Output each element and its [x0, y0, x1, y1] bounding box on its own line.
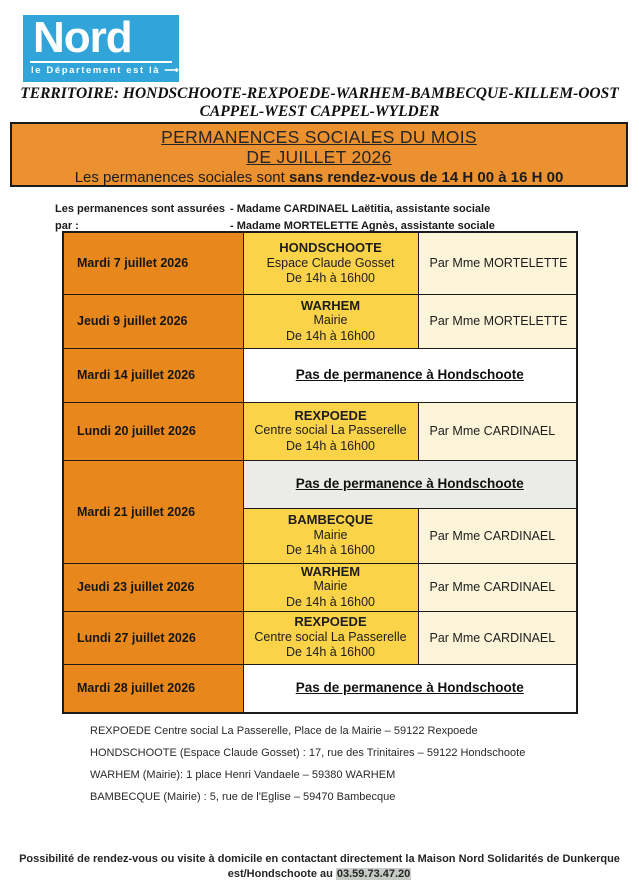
worker-cell: Par Mme CARDINAEL: [418, 563, 577, 611]
location-cell: [243, 611, 418, 664]
table-row: [63, 460, 577, 508]
location-place: REXPOEDE: [294, 407, 367, 423]
banner-title-line2: DE JUILLET 2026: [246, 147, 392, 167]
worker-cell: Par Mme MORTELETTE: [418, 294, 577, 348]
no-permanence-cell: [243, 460, 577, 508]
location-cell: [243, 563, 418, 611]
location-venue: Mairie: [313, 313, 348, 328]
banner-title-line1: PERMANENCES SOCIALES DU MOIS: [161, 127, 477, 147]
table-row: [63, 664, 577, 713]
location-place: WARHEM: [300, 297, 361, 313]
nord-logo: [23, 15, 179, 82]
banner-subtitle-regular: Les permanences sociales sont: [74, 169, 289, 186]
worker-cell: Par Mme CARDINAEL: [418, 611, 577, 664]
table-row: [63, 402, 577, 460]
staff-intro: Les permanences sont assurées par :: [55, 203, 225, 232]
worker-cell: Par Mme CARDINAEL: [418, 508, 577, 563]
table-row: [63, 348, 577, 402]
location-time: De 14h à 16h00: [286, 271, 375, 285]
location-venue: Mairie: [313, 579, 348, 594]
worker-cell: Par Mme MORTELETTE: [418, 232, 577, 294]
contact-note: [0, 852, 639, 881]
no-permanence-cell: [243, 348, 577, 402]
address-rexpoede: REXPOEDE Centre social La Passerelle, Place de la Mairie – 59122 Rexpoede: [90, 725, 478, 737]
location-time: De 14h à 16h00: [286, 543, 375, 558]
address-warhem: WARHEM (Mairie): 1 place Henri Vandaele – 59380 WARHEM: [90, 769, 396, 781]
address-bambecque: BAMBECQUE (Mairie) : 5, rue de l'Eglise – 59470 Bambecque: [90, 791, 396, 803]
no-permanence-text: Pas de permanence à Hondschoote: [295, 476, 524, 491]
title-banner: [10, 122, 628, 187]
contact-note-line1: Possibilité de rendez-vous ou visite à domicile en contactant directement la Maison Nord Solidarités de Dunkerque: [19, 853, 620, 865]
location-venue: Centre social La Passerelle: [254, 423, 407, 438]
worker-cell: Par Mme CARDINAEL: [418, 402, 577, 460]
table-row: [63, 611, 577, 664]
location-cell: [243, 508, 418, 563]
right-arrow-icon: ⟶: [164, 65, 179, 76]
staff-section: [55, 201, 495, 235]
location-time: De 14h à 16h00: [286, 438, 375, 453]
date-cell: Mardi 7 juillet 2026: [63, 232, 243, 294]
contact-note-prefix: est/Hondschoote au: [227, 867, 336, 880]
table-row: [63, 563, 577, 611]
schedule-table: [62, 231, 578, 714]
no-permanence-cell: [243, 664, 577, 713]
no-permanence-text: Pas de permanence à Hondschoote: [295, 680, 524, 696]
logo-tagline-text: le Département est là: [31, 65, 161, 76]
table-row: [63, 232, 577, 294]
nord-logo-wordmark: Nord: [33, 13, 132, 62]
location-cell: [243, 294, 418, 348]
address-hondschoote: HONDSCHOOTE (Espace Claude Gosset) : 17, rue des Trinitaires – 59122 Hondschoote: [90, 747, 526, 759]
territory-line2: CAPPEL-WEST CAPPEL-WYLDER: [199, 102, 440, 120]
location-venue: Mairie: [313, 527, 348, 542]
staff-item-mortelette: - Madame MORTELETTE Agnès, assistante sociale: [230, 220, 495, 232]
staff-item-cardinael: - Madame CARDINAEL Laëtitia, assistante sociale: [230, 203, 491, 215]
location-time: De 14h à 16h00: [286, 594, 375, 609]
location-place: HONDSCHOOTE: [279, 240, 382, 255]
no-permanence-text: Pas de permanence à Hondschoote: [295, 367, 524, 382]
location-cell: [243, 402, 418, 460]
date-cell: Lundi 27 juillet 2026: [63, 611, 243, 664]
date-cell: Mardi 28 juillet 2026: [63, 664, 243, 713]
location-venue: Centre social La Passerelle: [254, 629, 407, 644]
location-place: WARHEM: [300, 563, 361, 579]
contact-note-line2: [0, 867, 639, 882]
location-place: BAMBECQUE: [287, 512, 374, 528]
location-cell: [243, 232, 418, 294]
addresses-section: [90, 720, 525, 808]
date-cell: Mardi 21 juillet 2026: [63, 460, 243, 563]
date-cell: Mardi 14 juillet 2026: [63, 348, 243, 402]
logo-tagline: [29, 63, 179, 76]
staff-items: [230, 201, 495, 235]
banner-subtitle: [12, 168, 626, 188]
banner-subtitle-bold: sans rendez-vous de 14 H 00 à 16 H 00: [288, 169, 564, 186]
territory-line1: TERRITOIRE: HONDSCHOOTE-REXPOEDE-WARHEM-BAMBECQUE-KILLEM-OOST: [20, 85, 619, 102]
phone-number: 03.59.73.47.20: [336, 867, 411, 880]
location-time: De 14h à 16h00: [286, 645, 375, 660]
date-cell: Jeudi 9 juillet 2026: [63, 294, 243, 348]
date-cell: Lundi 20 juillet 2026: [63, 402, 243, 460]
date-cell: Jeudi 23 juillet 2026: [63, 563, 243, 611]
location-place: REXPOEDE: [294, 614, 367, 630]
location-venue: Espace Claude Gosset: [266, 255, 395, 270]
table-row: [63, 294, 577, 348]
location-time: De 14h à 16h00: [286, 328, 375, 343]
territory-heading: [0, 85, 639, 120]
